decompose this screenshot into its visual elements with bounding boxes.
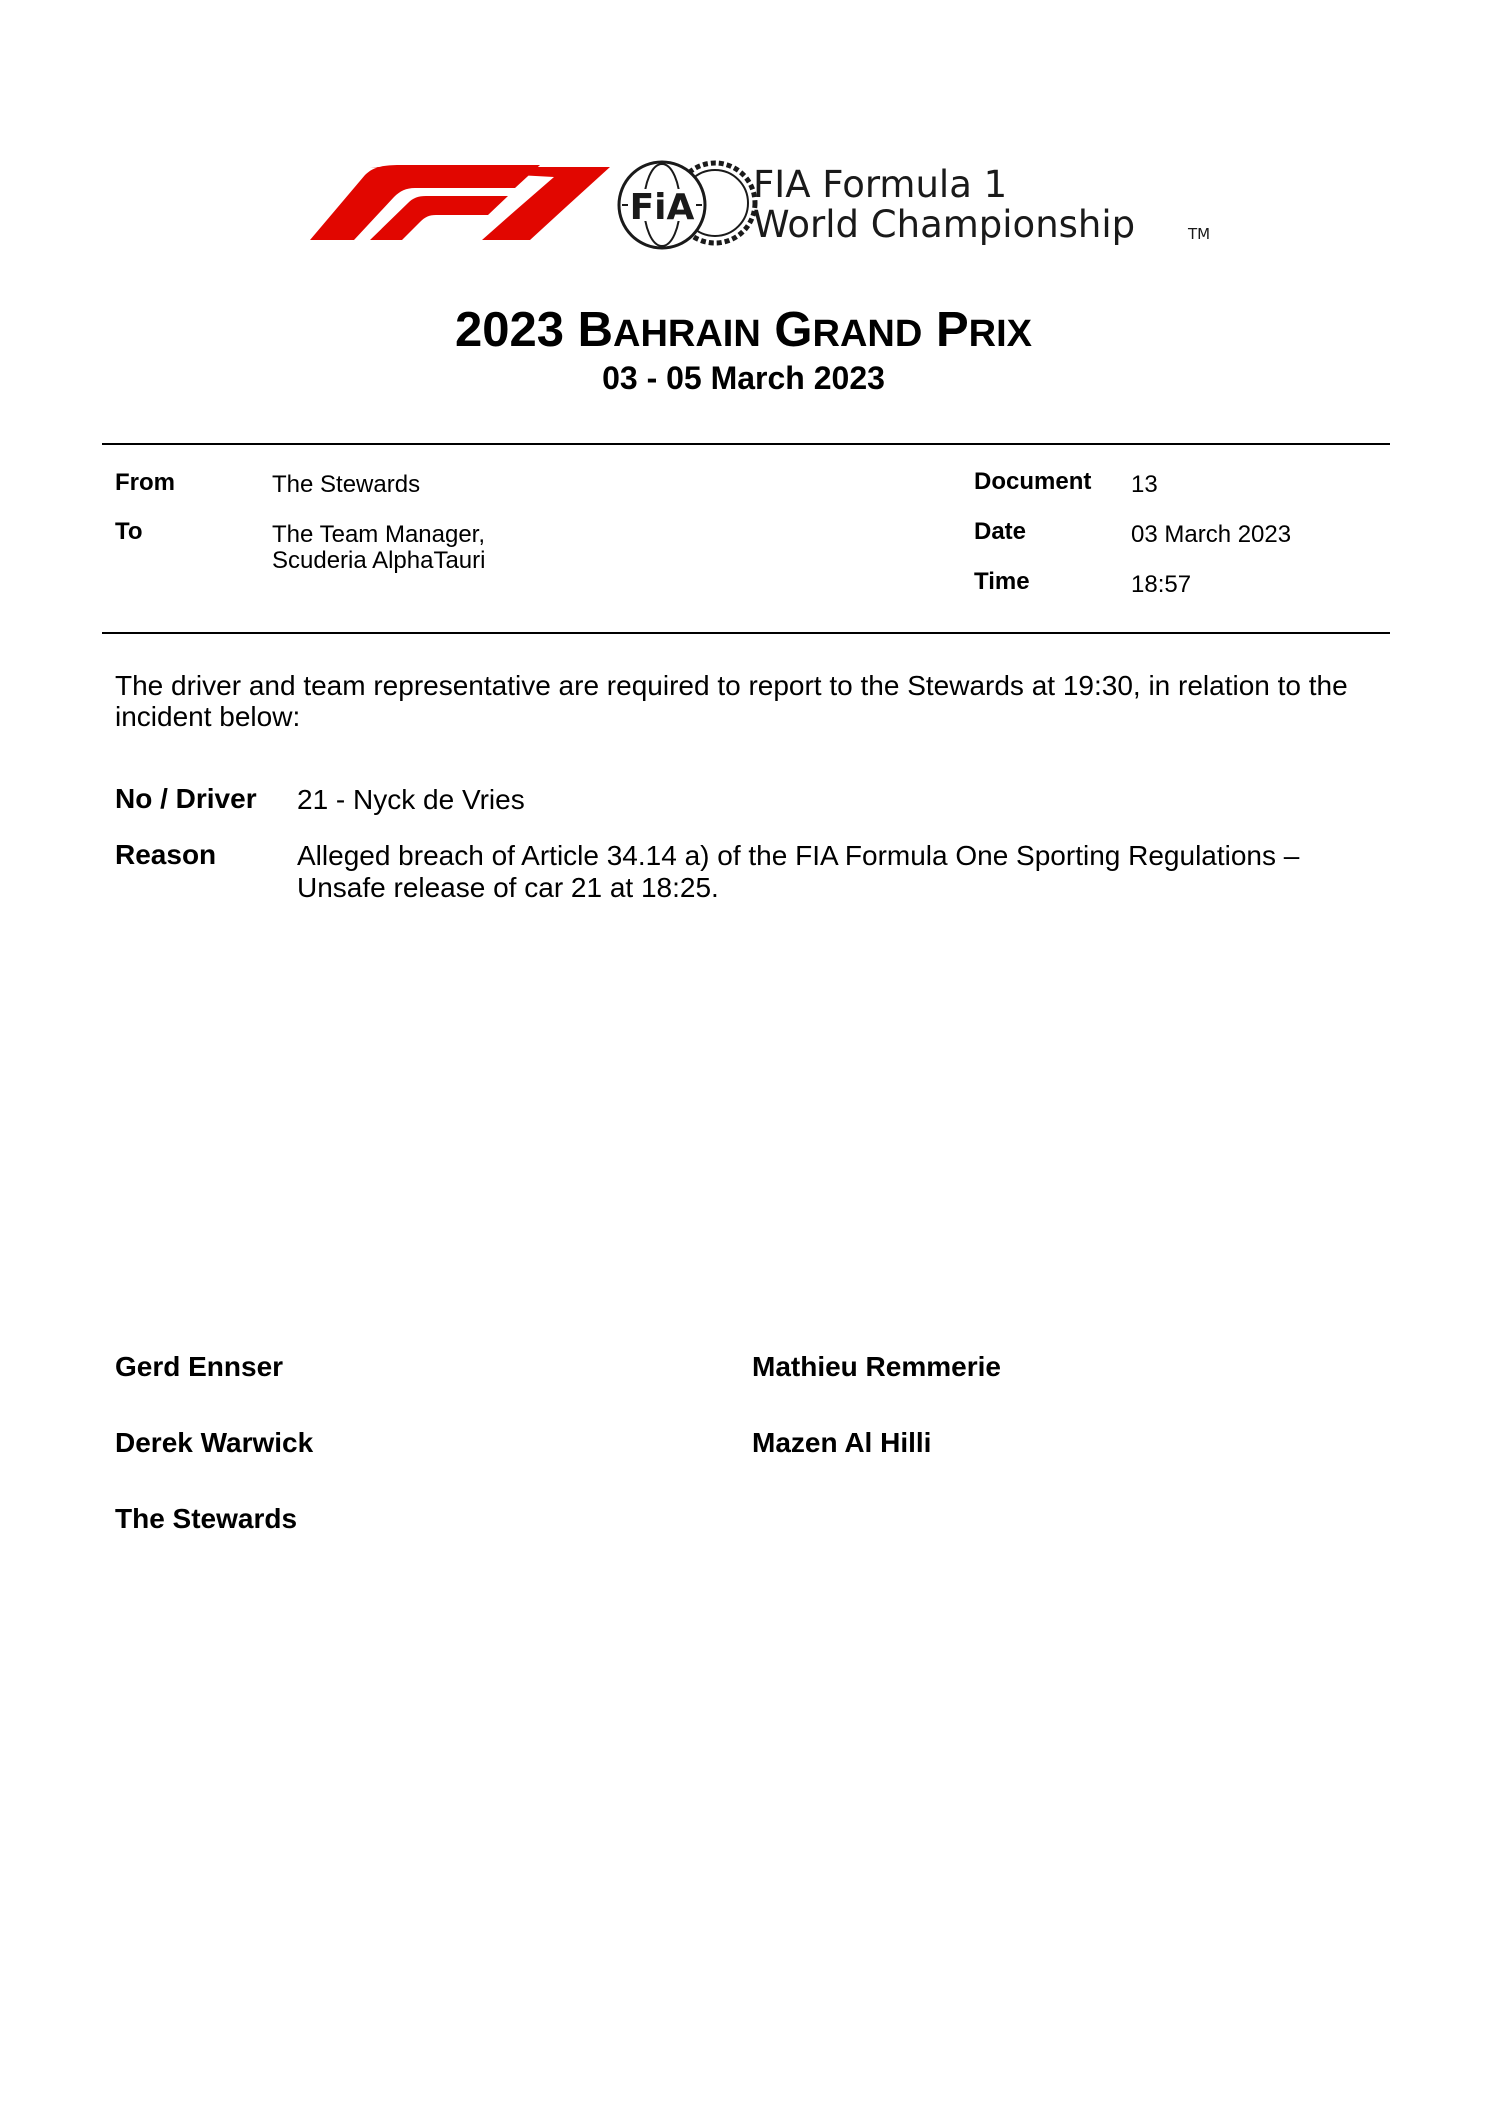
logo-wordmark-line1: FIA Formula 1 <box>753 163 1008 206</box>
event-name-word-1: BAHRAIN <box>577 303 761 357</box>
svg-text:FiA: FiA <box>629 187 695 228</box>
driver-value: 21 - Nyck de Vries <box>297 784 525 815</box>
to-value-line1: The Team Manager, <box>272 521 486 548</box>
logo-wordmark-line2: World Championship <box>753 203 1136 246</box>
driver-label: No / Driver <box>115 783 257 814</box>
steward-name: Mazen Al Hilli <box>752 1427 932 1458</box>
document-label: Document <box>974 468 1092 495</box>
reason-value-line2: Unsafe release of car 21 at 18:25. <box>297 872 719 903</box>
time-value: 18:57 <box>1131 571 1192 598</box>
header-top-divider <box>102 443 1390 445</box>
to-label: To <box>115 518 143 545</box>
event-dates: 03 - 05 March 2023 <box>602 360 885 396</box>
date-value: 03 March 2023 <box>1131 521 1292 548</box>
event-title <box>0 300 1487 364</box>
from-label: From <box>115 469 175 496</box>
fia-f1-logo <box>310 155 1210 255</box>
time-label: Time <box>974 568 1030 595</box>
event-year: 2023 <box>454 303 564 357</box>
event-name-word-3: PRIX <box>935 303 1032 357</box>
f1-logo-icon <box>310 165 610 240</box>
reason-label: Reason <box>115 839 217 870</box>
to-value-line2: Scuderia AlphaTauri <box>272 547 486 574</box>
date-label: Date <box>974 518 1027 545</box>
header-bottom-divider <box>102 632 1390 634</box>
steward-name: Derek Warwick <box>115 1427 314 1458</box>
logo-trademark: TM <box>1188 225 1210 243</box>
event-name-word-2: GRAND <box>774 303 923 357</box>
stewards-signoff: The Stewards <box>115 1503 298 1534</box>
reason-value-line1: Alleged breach of Article 34.14 a) of the FIA Formula One Sporting Regulations – <box>297 840 1300 871</box>
summons-text-line2: incident below: <box>115 701 301 732</box>
fia-emblem-icon <box>619 162 755 248</box>
steward-name: Gerd Ennser <box>115 1351 284 1382</box>
summons-text-line1: The driver and team representative are required to report to the Stewards at 19:30, in relation to the <box>115 670 1348 701</box>
document-value: 13 <box>1131 471 1158 498</box>
from-value: The Stewards <box>272 471 421 498</box>
steward-name: Mathieu Remmerie <box>752 1351 1001 1382</box>
